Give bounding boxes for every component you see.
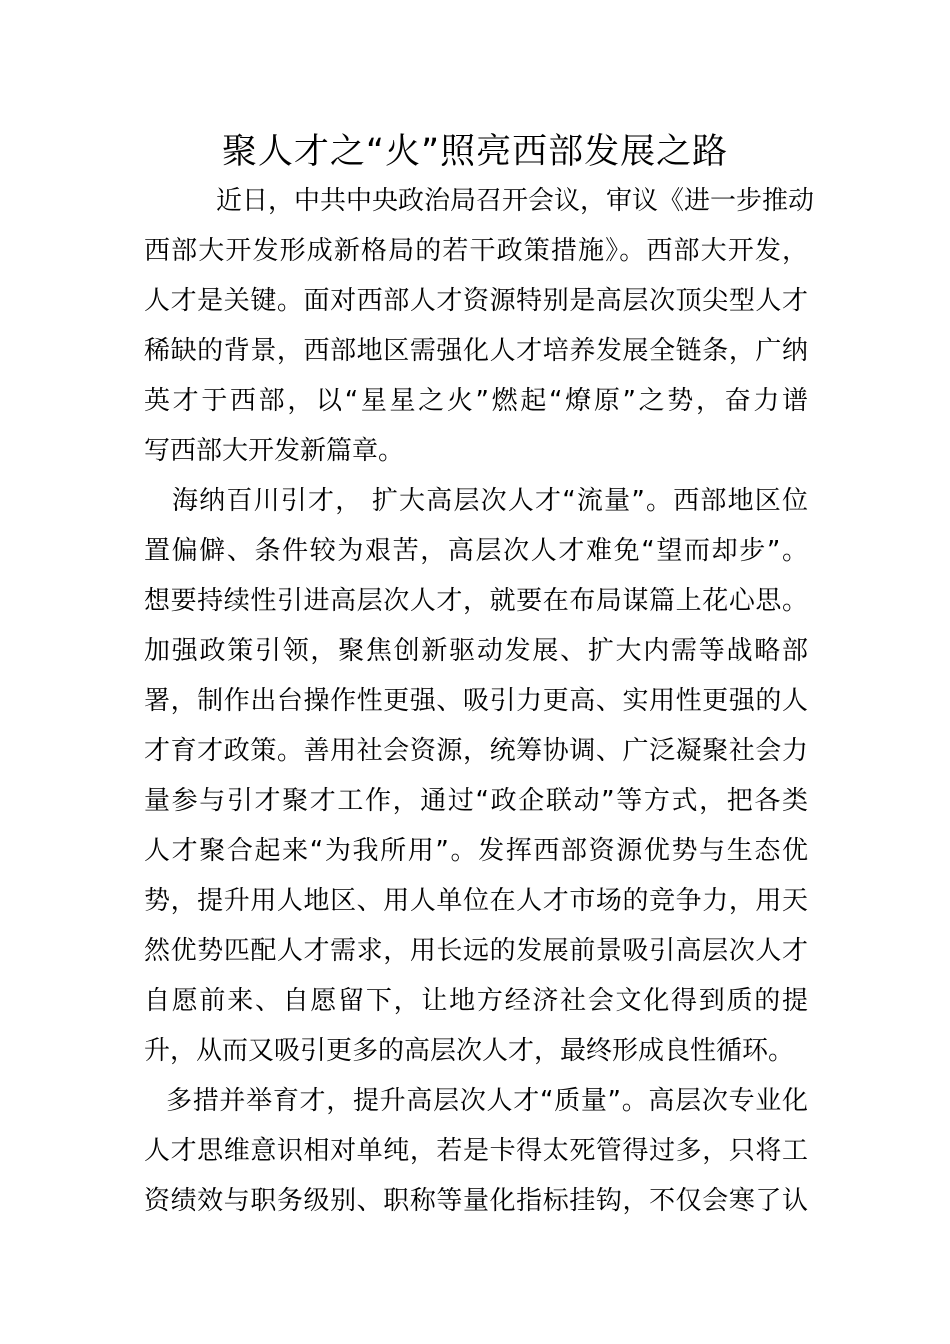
paragraph-line: 稀缺的背景，西部地区需强化人才培养发展全链条，广纳 <box>144 336 808 366</box>
paragraph-line: 近日，中共中央政治局召开会议，审议《进一步推动 <box>216 186 815 216</box>
paragraph <box>144 1076 808 1226</box>
paragraph <box>144 176 815 476</box>
paragraph-line: 加强政策引领，聚焦创新驱动发展、扩大内需等战略部 <box>144 636 808 666</box>
paragraph-line: 海纳百川引才， 扩大高层次人才“流量”。西部地区位 <box>172 486 808 516</box>
paragraph-line: 资绩效与职务级别、职称等量化指标挂钩，不仅会寒了认 <box>144 1186 808 1216</box>
paragraph-line: 想要持续性引进高层次人才，就要在布局谋篇上花心思。 <box>144 586 808 616</box>
paragraph-line: 势，提升用人地区、用人单位在人才市场的竞争力，用天 <box>144 886 808 916</box>
paragraph-line: 然优势匹配人才需求，用长远的发展前景吸引高层次人才 <box>144 936 808 966</box>
document-title: 聚人才之“火”照亮西部发展之路 <box>221 132 729 172</box>
paragraph-line: 置偏僻、条件较为艰苦，高层次人才难免“望而却步”。 <box>144 536 808 566</box>
paragraph-line: 人才是关键。面对西部人才资源特别是高层次顶尖型人才 <box>144 286 808 316</box>
paragraph-line: 写西部大开发新篇章。 <box>144 436 405 466</box>
paragraph-line: 升，从而又吸引更多的高层次人才，最终形成良性循环。 <box>144 1036 795 1066</box>
paragraph-line: 人才思维意识相对单纯，若是卡得太死管得过多，只将工 <box>144 1136 808 1166</box>
paragraph-line: 多措并举育才，提升高层次人才“质量”。高层次专业化 <box>166 1086 808 1116</box>
paragraph-line: 人才聚合起来“为我所用”。发挥西部资源优势与生态优 <box>144 836 808 866</box>
paragraph-line: 署，制作出台操作性更强、吸引力更高、实用性更强的人 <box>144 686 808 716</box>
paragraph-line: 自愿前来、自愿留下，让地方经济社会文化得到质的提 <box>144 986 808 1016</box>
paragraph-line: 英才于西部，以“星星之火”燃起“燎原”之势，奋力谱 <box>144 386 808 416</box>
paragraph-line: 量参与引才聚才工作，通过“政企联动”等方式，把各类 <box>144 786 808 816</box>
paragraph-line: 西部大开发形成新格局的若干政策措施》。西部大开发， <box>144 236 808 266</box>
document-body <box>144 176 815 1226</box>
paragraph-line: 才育才政策。善用社会资源，统筹协调、广泛凝聚社会力 <box>144 736 808 766</box>
paragraph <box>144 476 808 1076</box>
